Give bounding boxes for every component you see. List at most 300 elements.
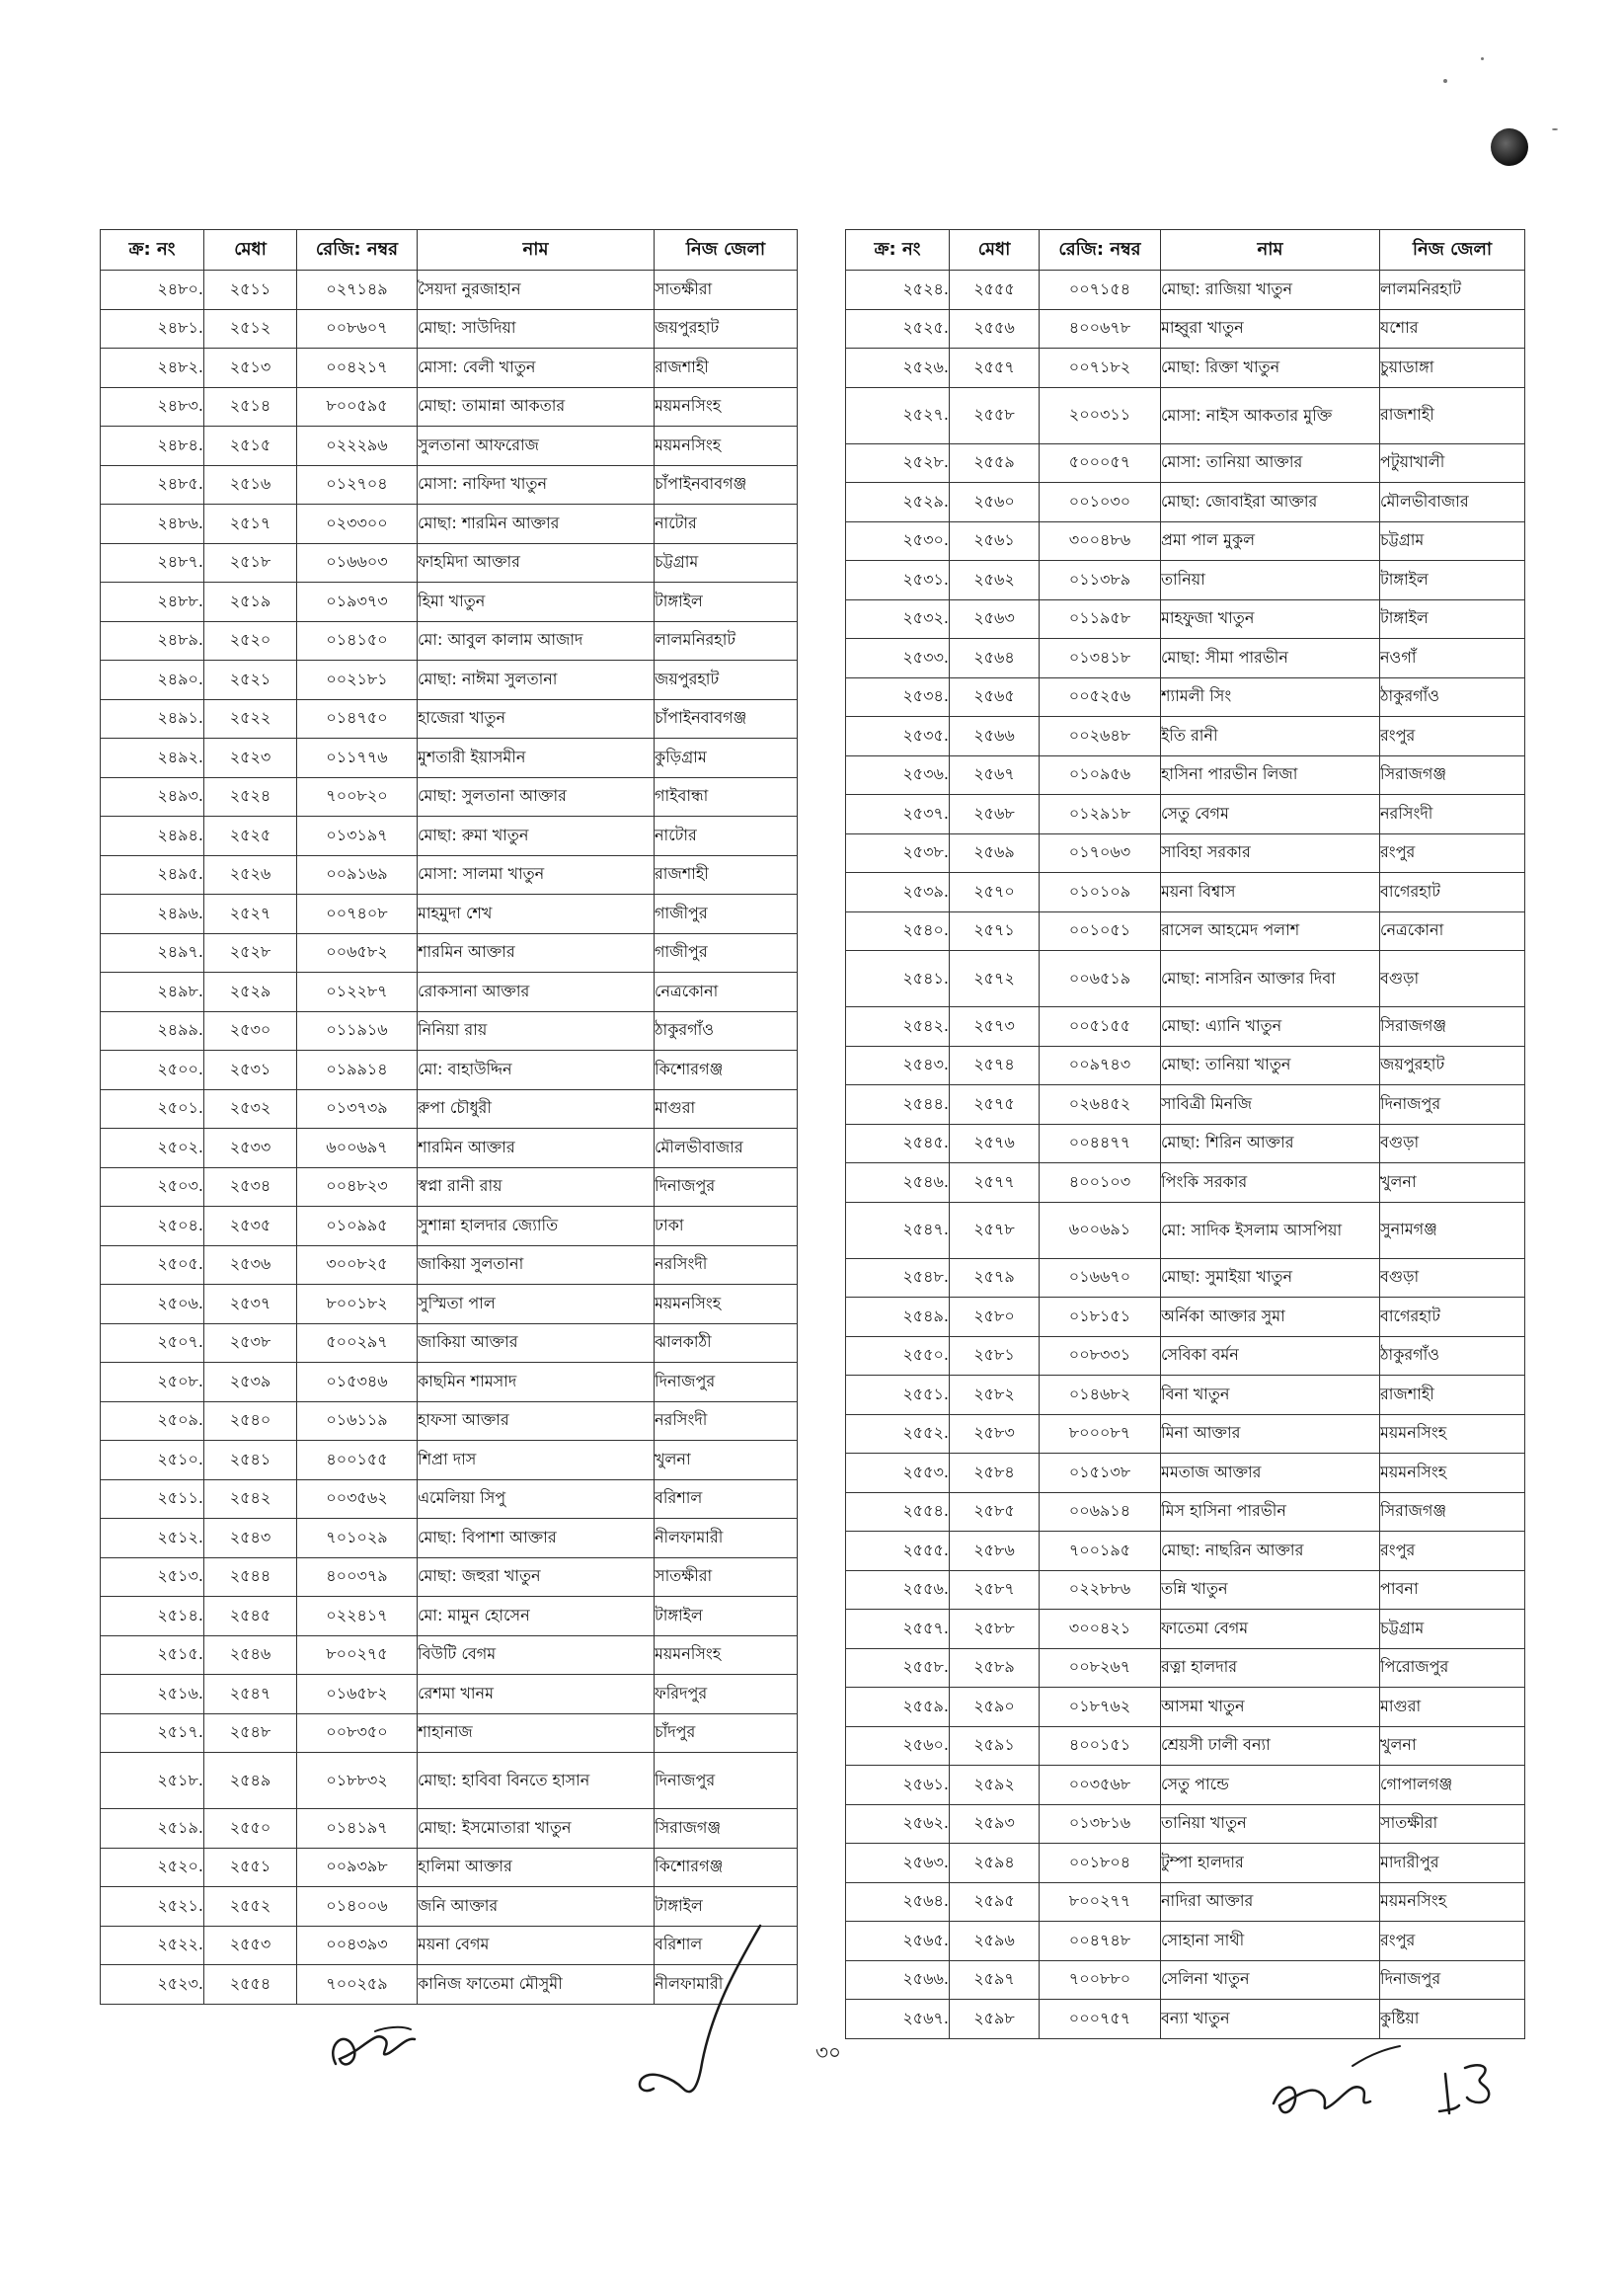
scan-speck	[1481, 57, 1484, 60]
registration-cell: ৭০০৮৮০	[1040, 1960, 1161, 2000]
district-cell: চট্টগ্রাম	[655, 543, 798, 583]
district-cell: কিশোরগঞ্জ	[655, 1848, 798, 1887]
name-cell: তানিয়া খাতুন	[1161, 1804, 1380, 1844]
registration-cell: ০০৪৮২৩	[297, 1167, 418, 1207]
district-cell: বরিশাল	[655, 1479, 798, 1519]
serial-cell: ২৪৯৯.	[101, 1011, 204, 1051]
merit-cell: ২৫৬১	[950, 521, 1040, 561]
registration-cell: ০০৫২৫৬	[1040, 677, 1161, 717]
table-row	[101, 621, 798, 661]
serial-cell: ২৫২৬.	[846, 349, 950, 388]
registration-cell: ৮০০১৮২	[297, 1285, 418, 1324]
registration-cell: ০১৯৯১৪	[297, 1051, 418, 1090]
table-row	[101, 583, 798, 622]
merit-cell: ২৫৯০	[950, 1688, 1040, 1727]
name-cell: তানিয়া	[1161, 561, 1380, 600]
district-cell: লালমনিরহাট	[1380, 271, 1525, 310]
merit-cell: ২৫১৪	[204, 387, 297, 427]
merit-cell: ২৫৭১	[950, 911, 1040, 951]
merit-cell: ২৫৪৫	[204, 1597, 297, 1636]
registration-cell: ০১৮১৫১	[1040, 1298, 1161, 1337]
registration-cell: ০১২৯১৮	[1040, 795, 1161, 834]
district-cell: বাগেরহাট	[1380, 873, 1525, 912]
serial-cell: ২৫০৯.	[101, 1401, 204, 1441]
merit-cell: ২৫৬০	[950, 483, 1040, 522]
registration-cell: ৪০০৬৭৮	[1040, 309, 1161, 349]
serial-cell: ২৫০৬.	[101, 1285, 204, 1324]
serial-cell: ২৪৯২.	[101, 739, 204, 778]
serial-cell: ২৫২৪.	[846, 271, 950, 310]
name-cell: মোছা: শিরিন আক্তার	[1161, 1124, 1380, 1163]
table-row	[101, 309, 798, 349]
registration-cell: ০১৩৭৩৯	[297, 1089, 418, 1129]
name-cell: মোছা: এ্যানি খাতুন	[1161, 1007, 1380, 1047]
registration-cell: ০১৮৭৬২	[1040, 1688, 1161, 1727]
name-cell: সুলতানা আফরোজ	[418, 427, 655, 466]
name-cell: মোছা: জোবাইরা আক্তার	[1161, 483, 1380, 522]
serial-cell: ২৪৮১.	[101, 309, 204, 349]
merit-cell: ২৫৪৬	[204, 1635, 297, 1675]
registration-cell: ০০৮৩৫০	[297, 1713, 418, 1753]
table-row	[846, 309, 1525, 349]
serial-cell: ২৪৯৮.	[101, 973, 204, 1012]
registration-cell: ০২৩৩০০	[297, 505, 418, 544]
district-cell: কিশোরগঞ্জ	[655, 1051, 798, 1090]
serial-cell: ২৫২১.	[101, 1887, 204, 1927]
merit-cell: ২৫৭৬	[950, 1124, 1040, 1163]
merit-cell: ২৫৪১	[204, 1441, 297, 1480]
name-cell: শিপ্রা দাস	[418, 1441, 655, 1480]
merit-cell: ২৫৮৫	[950, 1492, 1040, 1532]
merit-cell: ২৫৩৮	[204, 1323, 297, 1363]
table-row	[101, 1753, 798, 1809]
merit-cell: ২৫৫৫	[950, 271, 1040, 310]
district-cell: চাঁপাইনবাবগঞ্জ	[655, 699, 798, 739]
serial-cell: ২৫৩৭.	[846, 795, 950, 834]
name-cell: শ্রেয়সী ঢালী বন্যা	[1161, 1726, 1380, 1766]
district-cell: টাঙ্গাইল	[655, 1597, 798, 1636]
table-row	[101, 1441, 798, 1480]
district-cell: চুয়াডাঙ্গা	[1380, 349, 1525, 388]
name-cell: মিস হাসিনা পারভীন	[1161, 1492, 1380, 1532]
district-cell: রাজশাহী	[1380, 1376, 1525, 1415]
district-cell: গাজীপুর	[655, 895, 798, 934]
table-row	[846, 1376, 1525, 1415]
serial-cell: ২৫৫৪.	[846, 1492, 950, 1532]
serial-cell: ২৫০৮.	[101, 1363, 204, 1402]
serial-cell: ২৫০১.	[101, 1089, 204, 1129]
serial-cell: ২৫৬৫.	[846, 1922, 950, 1961]
district-cell: গাইবান্ধা	[655, 777, 798, 817]
name-cell: আসমা খাতুন	[1161, 1688, 1380, 1727]
serial-cell: ২৫৫৩.	[846, 1454, 950, 1493]
district-cell: যশোর	[1380, 309, 1525, 349]
serial-cell: ২৫৪৪.	[846, 1085, 950, 1125]
name-cell: নাদিরা আক্তার	[1161, 1882, 1380, 1922]
district-cell: বগুড়া	[1380, 951, 1525, 1007]
serial-cell: ২৪৯৩.	[101, 777, 204, 817]
name-cell: মোছা: রুমা খাতুন	[418, 817, 655, 856]
table-row	[846, 1532, 1525, 1571]
serial-cell: ২৫৫৬.	[846, 1570, 950, 1610]
table-header-row	[846, 230, 1525, 271]
table-row	[846, 1085, 1525, 1125]
merit-cell: ২৫৬৩	[950, 599, 1040, 639]
district-cell: চাঁপাইনবাবগঞ্জ	[655, 465, 798, 505]
district-cell: ময়মনসিংহ	[1380, 1454, 1525, 1493]
registration-cell: ০০৪৪৭৭	[1040, 1124, 1161, 1163]
name-cell: বিউটি বেগম	[418, 1635, 655, 1675]
district-cell: রংপুর	[1380, 717, 1525, 756]
district-cell: ঠাকুরগাঁও	[1380, 677, 1525, 717]
registration-cell: ৭০০১৯৫	[1040, 1532, 1161, 1571]
registration-cell: ০১৭০৬৩	[1040, 833, 1161, 873]
table-row	[101, 1051, 798, 1090]
name-cell: রেশমা খানম	[418, 1675, 655, 1714]
merit-cell: ২৫১৮	[204, 543, 297, 583]
district-cell: মাগুরা	[655, 1089, 798, 1129]
table-row	[846, 1454, 1525, 1493]
merit-cell: ২৫৫৬	[950, 309, 1040, 349]
name-cell: মোসা: নাফিদা খাতুন	[418, 465, 655, 505]
name-cell: মোছা: ইসমোতারা খাতুন	[418, 1809, 655, 1849]
name-cell: এমেলিয়া সিপু	[418, 1479, 655, 1519]
name-cell: মো: সাদিক ইসলাম আসপিয়া	[1161, 1202, 1380, 1258]
table-row	[846, 349, 1525, 388]
table-row	[846, 1124, 1525, 1163]
table-row	[101, 1011, 798, 1051]
merit-cell: ২৫৩৩	[204, 1129, 297, 1168]
name-cell: সৈয়দা নুরজাহান	[418, 271, 655, 310]
registration-cell: ৮০০২৭৭	[1040, 1882, 1161, 1922]
serial-cell: ২৫০২.	[101, 1129, 204, 1168]
table-row	[846, 2000, 1525, 2039]
table-row	[846, 873, 1525, 912]
merit-cell: ২৫৯১	[950, 1726, 1040, 1766]
name-cell: স্বপ্না রানী রায়	[418, 1167, 655, 1207]
merit-cell: ২৫৮১	[950, 1336, 1040, 1376]
name-cell: পিংকি সরকার	[1161, 1163, 1380, 1203]
table-row	[846, 717, 1525, 756]
registration-cell: ০০১৮০৪	[1040, 1844, 1161, 1883]
district-cell: ঠাকুরগাঁও	[1380, 1336, 1525, 1376]
merit-cell: ২৫২১	[204, 661, 297, 700]
table-row	[101, 777, 798, 817]
serial-cell: ২৪৮২.	[101, 349, 204, 388]
name-cell: মোছা: জহুরা খাতুন	[418, 1557, 655, 1597]
merit-cell: ২৫৩২	[204, 1089, 297, 1129]
registration-cell: ৬০০৬৯১	[1040, 1202, 1161, 1258]
serial-cell: ২৫৬০.	[846, 1726, 950, 1766]
table-row	[101, 1245, 798, 1285]
registration-cell: ০১৬১১৯	[297, 1401, 418, 1441]
registration-cell: ০১৬৫৮২	[297, 1675, 418, 1714]
registration-cell: ০১০৯৫৬	[1040, 755, 1161, 795]
registration-cell: ০১০৯৯৫	[297, 1207, 418, 1246]
registration-cell: ০১২২৮৭	[297, 973, 418, 1012]
registration-cell: ৮০০৫৯৫	[297, 387, 418, 427]
name-cell: মোসা: বেলী খাতুন	[418, 349, 655, 388]
merit-cell: ২৫৫৪	[204, 1965, 297, 2005]
serial-cell: ২৫২৯.	[846, 483, 950, 522]
registration-cell: ০১৩৪১৮	[1040, 639, 1161, 678]
district-cell: নেত্রকোনা	[655, 973, 798, 1012]
merit-cell: ২৫৫০	[204, 1809, 297, 1849]
registration-cell: ০০৭৪০৮	[297, 895, 418, 934]
merit-cell: ২৫৭৯	[950, 1258, 1040, 1298]
serial-cell: ২৫২৫.	[846, 309, 950, 349]
registration-cell: ০০৪৭৪৮	[1040, 1922, 1161, 1961]
district-cell: দিনাজপুর	[1380, 1085, 1525, 1125]
scan-speck	[1552, 128, 1558, 130]
name-cell: টুম্পা হালদার	[1161, 1844, 1380, 1883]
serial-cell: ২৪৯৪.	[101, 817, 204, 856]
name-cell: ময়না বেগম	[418, 1926, 655, 1965]
name-cell: মাহমুদা শেখ	[418, 895, 655, 934]
table-row	[101, 699, 798, 739]
serial-cell: ২৫৩১.	[846, 561, 950, 600]
serial-cell: ২৫৬২.	[846, 1804, 950, 1844]
name-cell: মোছা: নাছরিন আক্তার	[1161, 1532, 1380, 1571]
district-cell: টাঙ্গাইল	[1380, 599, 1525, 639]
table-row	[846, 1007, 1525, 1047]
name-cell: মোছা: রাজিয়া খাতুন	[1161, 271, 1380, 310]
table-row	[846, 1960, 1525, 2000]
merit-cell: ২৫৯৭	[950, 1960, 1040, 2000]
serial-cell: ২৫০৩.	[101, 1167, 204, 1207]
merit-cell: ২৫৮৮	[950, 1610, 1040, 1649]
serial-cell: ২৫৩০.	[846, 521, 950, 561]
merit-cell: ২৫৪৭	[204, 1675, 297, 1714]
district-cell: ময়মনসিংহ	[655, 427, 798, 466]
merit-cell: ২৫১৫	[204, 427, 297, 466]
table-row	[846, 1882, 1525, 1922]
district-cell: খুলনা	[1380, 1726, 1525, 1766]
district-cell: নীলফামারী	[655, 1965, 798, 2005]
registration-cell: ৫০০২৯৭	[297, 1323, 418, 1363]
serial-cell: ২৫২৩.	[101, 1965, 204, 2005]
serial-cell: ২৫০৭.	[101, 1323, 204, 1363]
table-row	[846, 1610, 1525, 1649]
merit-cell: ২৫৩৭	[204, 1285, 297, 1324]
table-row	[846, 1726, 1525, 1766]
table-row	[101, 349, 798, 388]
name-cell: মোছা: নাঈমা সুলতানা	[418, 661, 655, 700]
serial-cell: ২৪৮০.	[101, 271, 204, 310]
merit-cell: ২৫২৪	[204, 777, 297, 817]
name-cell: শাহানাজ	[418, 1713, 655, 1753]
serial-cell: ২৪৯৫.	[101, 855, 204, 895]
serial-cell: ২৫৬৬.	[846, 1960, 950, 2000]
merit-cell: ২৫৭৭	[950, 1163, 1040, 1203]
district-cell: নওগাঁ	[1380, 639, 1525, 678]
registration-cell: ০১১৯১৬	[297, 1011, 418, 1051]
table-row	[846, 833, 1525, 873]
district-cell: জয়পুরহাট	[655, 661, 798, 700]
merit-cell: ২৫৫২	[204, 1887, 297, 1927]
serial-cell: ২৫৫৫.	[846, 1532, 950, 1571]
district-cell: পিরোজপুর	[1380, 1648, 1525, 1688]
serial-cell: ২৪৯১.	[101, 699, 204, 739]
table-row	[846, 677, 1525, 717]
district-cell: বগুড়া	[1380, 1258, 1525, 1298]
merit-cell: ২৫২৯	[204, 973, 297, 1012]
serial-cell: ২৫৩৩.	[846, 639, 950, 678]
table-row	[101, 739, 798, 778]
registration-cell: ০০০৭৫৭	[1040, 2000, 1161, 2039]
name-cell: মোসা: সালমা খাতুন	[418, 855, 655, 895]
merit-cell: ২৫৫৮	[950, 387, 1040, 443]
table-row	[846, 1922, 1525, 1961]
table-row	[101, 1809, 798, 1849]
name-cell: মোছা: শারমিন আক্তার	[418, 505, 655, 544]
merit-list-table-left	[100, 229, 798, 2005]
signature-2	[632, 1921, 780, 2108]
serial-cell: ২৫৪০.	[846, 911, 950, 951]
merit-cell: ২৫৬৯	[950, 833, 1040, 873]
registration-cell: ০১৫১৩৮	[1040, 1454, 1161, 1493]
registration-cell: ০১৫৩৪৬	[297, 1363, 418, 1402]
name-cell: শ্যামলী সিং	[1161, 677, 1380, 717]
serial-cell: ২৪৮৫.	[101, 465, 204, 505]
table-row	[846, 483, 1525, 522]
serial-cell: ২৫৫৭.	[846, 1610, 950, 1649]
merit-cell: ২৫৮২	[950, 1376, 1040, 1415]
serial-cell: ২৫২২.	[101, 1926, 204, 1965]
merit-cell: ২৫১৩	[204, 349, 297, 388]
serial-cell: ২৫৩৫.	[846, 717, 950, 756]
registration-cell: ০১৬৬০৩	[297, 543, 418, 583]
merit-cell: ২৫৪৯	[204, 1753, 297, 1809]
registration-cell: ০০১০৩০	[1040, 483, 1161, 522]
table-row	[101, 1519, 798, 1558]
table-row	[846, 1648, 1525, 1688]
name-cell: মুশতারী ইয়াসমীন	[418, 739, 655, 778]
district-cell: টাঙ্গাইল	[655, 1887, 798, 1927]
serial-cell: ২৫১৯.	[101, 1809, 204, 1849]
table-row	[101, 855, 798, 895]
merit-cell: ২৫৫৯	[950, 443, 1040, 483]
registration-cell: ০০৩৫৬২	[297, 1479, 418, 1519]
district-cell: সুনামগঞ্জ	[1380, 1202, 1525, 1258]
table-body-left	[101, 271, 798, 2005]
table-row	[101, 387, 798, 427]
merit-cell: ২৫৮৪	[950, 1454, 1040, 1493]
district-cell: সিরাজগঞ্জ	[1380, 1007, 1525, 1047]
district-cell: ময়মনসিংহ	[1380, 1882, 1525, 1922]
registration-cell: ৩০০৮২৫	[297, 1245, 418, 1285]
merit-cell: ২৫৪৪	[204, 1557, 297, 1597]
table-row	[101, 1323, 798, 1363]
name-cell: জাকিয়া আক্তার	[418, 1323, 655, 1363]
table-row	[846, 951, 1525, 1007]
name-cell: অর্নিকা আক্তার সুমা	[1161, 1298, 1380, 1337]
registration-cell: ৮০০০৮৭	[1040, 1414, 1161, 1454]
name-cell: সাবিত্রী মিনজি	[1161, 1085, 1380, 1125]
district-cell: দিনাজপুর	[1380, 1960, 1525, 2000]
scan-speck	[1443, 79, 1447, 83]
district-cell: ময়মনসিংহ	[655, 1285, 798, 1324]
serial-cell: ২৫০০.	[101, 1051, 204, 1090]
district-cell: ঢাকা	[655, 1207, 798, 1246]
district-cell: ঠাকুরগাঁও	[655, 1011, 798, 1051]
table-row	[846, 599, 1525, 639]
registration-cell: ০১২৭০৪	[297, 465, 418, 505]
table-row	[101, 1089, 798, 1129]
signature-1	[316, 2010, 434, 2089]
table-row	[101, 817, 798, 856]
merit-cell: ২৫৪৩	[204, 1519, 297, 1558]
serial-cell: ২৪৯০.	[101, 661, 204, 700]
name-cell: মোছা: তামান্না আকতার	[418, 387, 655, 427]
table-row	[101, 271, 798, 310]
registration-cell: ০০৮৬০৭	[297, 309, 418, 349]
name-cell: মোসা: তানিয়া আক্তার	[1161, 443, 1380, 483]
name-cell: মোছা: নাসরিন আক্তার দিবা	[1161, 951, 1380, 1007]
table-row	[101, 1207, 798, 1246]
district-cell: সাতক্ষীরা	[1380, 1804, 1525, 1844]
scan-mark	[1491, 128, 1528, 166]
table-row	[101, 1363, 798, 1402]
merit-cell: ২৫৩০	[204, 1011, 297, 1051]
registration-cell: ০০১০৫১	[1040, 911, 1161, 951]
serial-cell: ২৪৮৬.	[101, 505, 204, 544]
district-cell: লালমনিরহাট	[655, 621, 798, 661]
serial-cell: ২৫৬১.	[846, 1766, 950, 1805]
registration-cell: ০১৩১৯৭	[297, 817, 418, 856]
merit-cell: ২৫৬৪	[950, 639, 1040, 678]
district-cell: মাদারীপুর	[1380, 1844, 1525, 1883]
name-cell: মোসা: নাইস আকতার মুক্তি	[1161, 387, 1380, 443]
table-row	[846, 1492, 1525, 1532]
registration-cell: ৫০০০৫৭	[1040, 443, 1161, 483]
district-cell: বাগেরহাট	[1380, 1298, 1525, 1337]
district-cell: সিরাজগঞ্জ	[655, 1809, 798, 1849]
table-row	[846, 1046, 1525, 1085]
registration-cell: ০২৭১৪৯	[297, 271, 418, 310]
serial-cell: ২৫২০.	[101, 1848, 204, 1887]
table-row	[101, 1129, 798, 1168]
serial-cell: ২৫১১.	[101, 1479, 204, 1519]
serial-cell: ২৫৪৫.	[846, 1124, 950, 1163]
table-row	[101, 1675, 798, 1714]
merit-cell: ২৫৯৪	[950, 1844, 1040, 1883]
registration-cell: ০১১৯৫৮	[1040, 599, 1161, 639]
serial-cell: ২৫১৮.	[101, 1753, 204, 1809]
merit-cell: ২৫২০	[204, 621, 297, 661]
registration-cell: ০০৩৫৬৮	[1040, 1766, 1161, 1805]
merit-cell: ২৫১১	[204, 271, 297, 310]
name-cell: সোহানা সাথী	[1161, 1922, 1380, 1961]
serial-cell: ২৫৪৬.	[846, 1163, 950, 1203]
table-row	[101, 1635, 798, 1675]
column-header-merit: মেধা	[204, 230, 297, 271]
serial-cell: ২৪৮৭.	[101, 543, 204, 583]
merit-cell: ২৫৫১	[204, 1848, 297, 1887]
district-cell: কুষ্টিয়া	[1380, 2000, 1525, 2039]
district-cell: রাজশাহী	[1380, 387, 1525, 443]
registration-cell: ০০৫১৫৫	[1040, 1007, 1161, 1047]
name-cell: তন্নি খাতুন	[1161, 1570, 1380, 1610]
name-cell: সাবিহা সরকার	[1161, 833, 1380, 873]
merit-cell: ২৫৫৭	[950, 349, 1040, 388]
name-cell: মোছা: হাবিবা বিনতে হাসান	[418, 1753, 655, 1809]
name-cell: সেতু বেগম	[1161, 795, 1380, 834]
merit-cell: ২৫৭৪	[950, 1046, 1040, 1085]
serial-cell: ২৪৮৩.	[101, 387, 204, 427]
name-cell: সেতু পান্ডে	[1161, 1766, 1380, 1805]
district-cell: নরসিংদী	[655, 1401, 798, 1441]
